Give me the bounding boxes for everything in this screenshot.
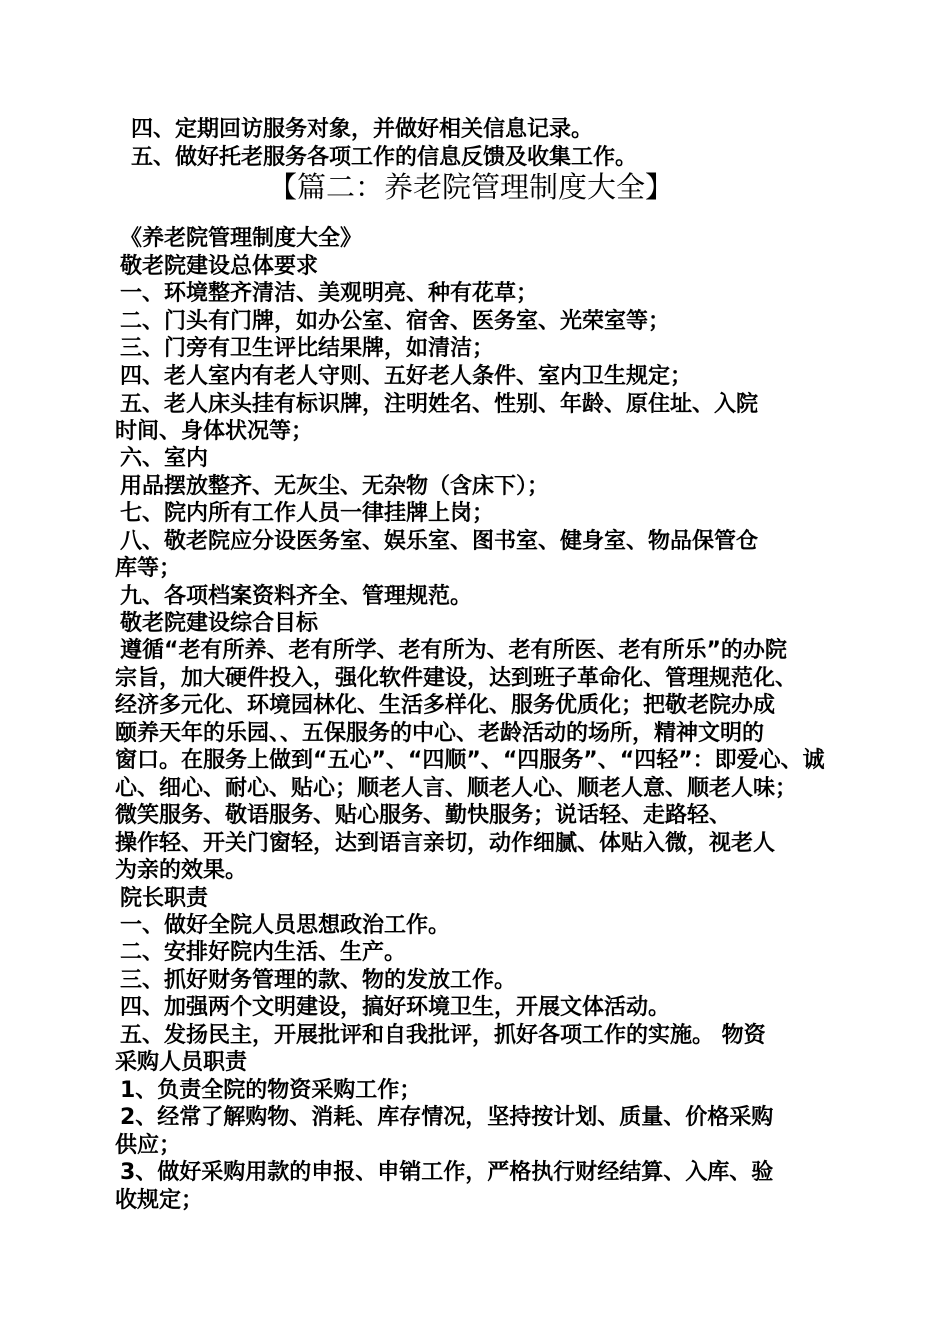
body-line: 八、敬老院应分设医务室、娱乐室、图书室、健身室、物品保管仓 xyxy=(120,529,759,554)
body-line: 五、发扬民主，开展批评和自我批评，抓好各项工作的实施。 物资 xyxy=(120,1023,766,1048)
body-line: 宗旨，加大硬件投入，强化软件建设，达到班子革命化、管理规范化、 xyxy=(115,666,798,691)
body-line: 四、加强两个文明建设，搞好环境卫生，开展文体活动。 xyxy=(120,995,671,1020)
body-line: 二、门头有门牌，如办公室、宿舍、医务室、光荣室等； xyxy=(120,309,671,334)
body-line: 敬老院建设总体要求 xyxy=(120,254,319,279)
body-line: 院长职责 xyxy=(120,886,209,911)
body-line: 窗口。在服务上做到“五心”、“四顺”、“四服务”、“四轻”：即爱心、诚 xyxy=(115,748,825,773)
body-line: 3、做好采购用款的申报、申销工作，严格执行财经结算、入库、验 xyxy=(120,1160,774,1185)
body-line: 敬老院建设综合目标 xyxy=(120,611,319,636)
body-line: 五、老人床头挂有标识牌，注明姓名、性别、年龄、原住址、入院 xyxy=(120,392,759,417)
body-line: 三、门旁有卫生评比结果牌，如清洁； xyxy=(120,336,495,361)
body-line: 一、环境整齐清洁、美观明亮、种有花草； xyxy=(120,281,539,306)
body-line: 库等； xyxy=(115,556,182,581)
intro-line-2: 五、做好托老服务各项工作的信息反馈及收集工作。 xyxy=(131,145,638,170)
body-line: 2、经常了解购物、消耗、库存情况，坚持按计划、质量、价格采购 xyxy=(120,1105,774,1130)
body-line: 七、院内所有工作人员一律挂牌上岗； xyxy=(120,501,495,526)
body-line: 遵循“老有所养、老有所学、老有所为、老有所医、老有所乐”的办院 xyxy=(120,638,787,663)
body-line: 三、抓好财务管理的款、物的发放工作。 xyxy=(120,968,517,993)
body-line: 一、做好全院人员思想政治工作。 xyxy=(120,913,451,938)
body-line: 1、负责全院的物资采购工作； xyxy=(120,1078,422,1103)
body-line: 九、各项档案资料齐全、管理规范。 xyxy=(120,584,473,609)
body-line: 四、老人室内有老人守则、五好老人条件、室内卫生规定； xyxy=(120,364,693,389)
body-line: 为亲的效果。 xyxy=(115,858,248,883)
body-line: 二、安排好院内生活、生产。 xyxy=(120,940,407,965)
body-line: 微笑服务、敬语服务、贴心服务、勤快服务；说话轻、走路轻、 xyxy=(115,803,732,828)
body-line: 经济多元化、环境园林化、生活多样化、服务优质化；把敬老院办成 xyxy=(115,693,776,718)
body-line: 操作轻、开关门窗轻，达到语言亲切，动作细腻、体贴入微，视老人 xyxy=(115,831,776,856)
body-line: 供应； xyxy=(115,1133,182,1158)
body-line: 心、细心、耐心、贴心；顺老人言、顺老人心、顺老人意、顺老人味； xyxy=(115,776,798,801)
body-line: 《养老院管理制度大全》 xyxy=(120,226,363,251)
body-line: 六、室内 xyxy=(120,446,209,471)
body-line: 采购人员职责 xyxy=(115,1050,248,1075)
body-line: 用品摆放整齐、无灰尘、无杂物（含床下）； xyxy=(120,474,550,499)
body-line: 收规定； xyxy=(115,1188,204,1213)
body-line: 颐养天年的乐园、、五保服务的中心、老龄活动的场所，精神文明的 xyxy=(115,721,765,746)
body-line: 时间、身体状况等； xyxy=(115,419,314,444)
intro-line-1: 四、定期回访服务对象，并做好相关信息记录。 xyxy=(131,117,594,142)
section-heading: 【篇二：养老院管理制度大全】 xyxy=(268,170,675,204)
